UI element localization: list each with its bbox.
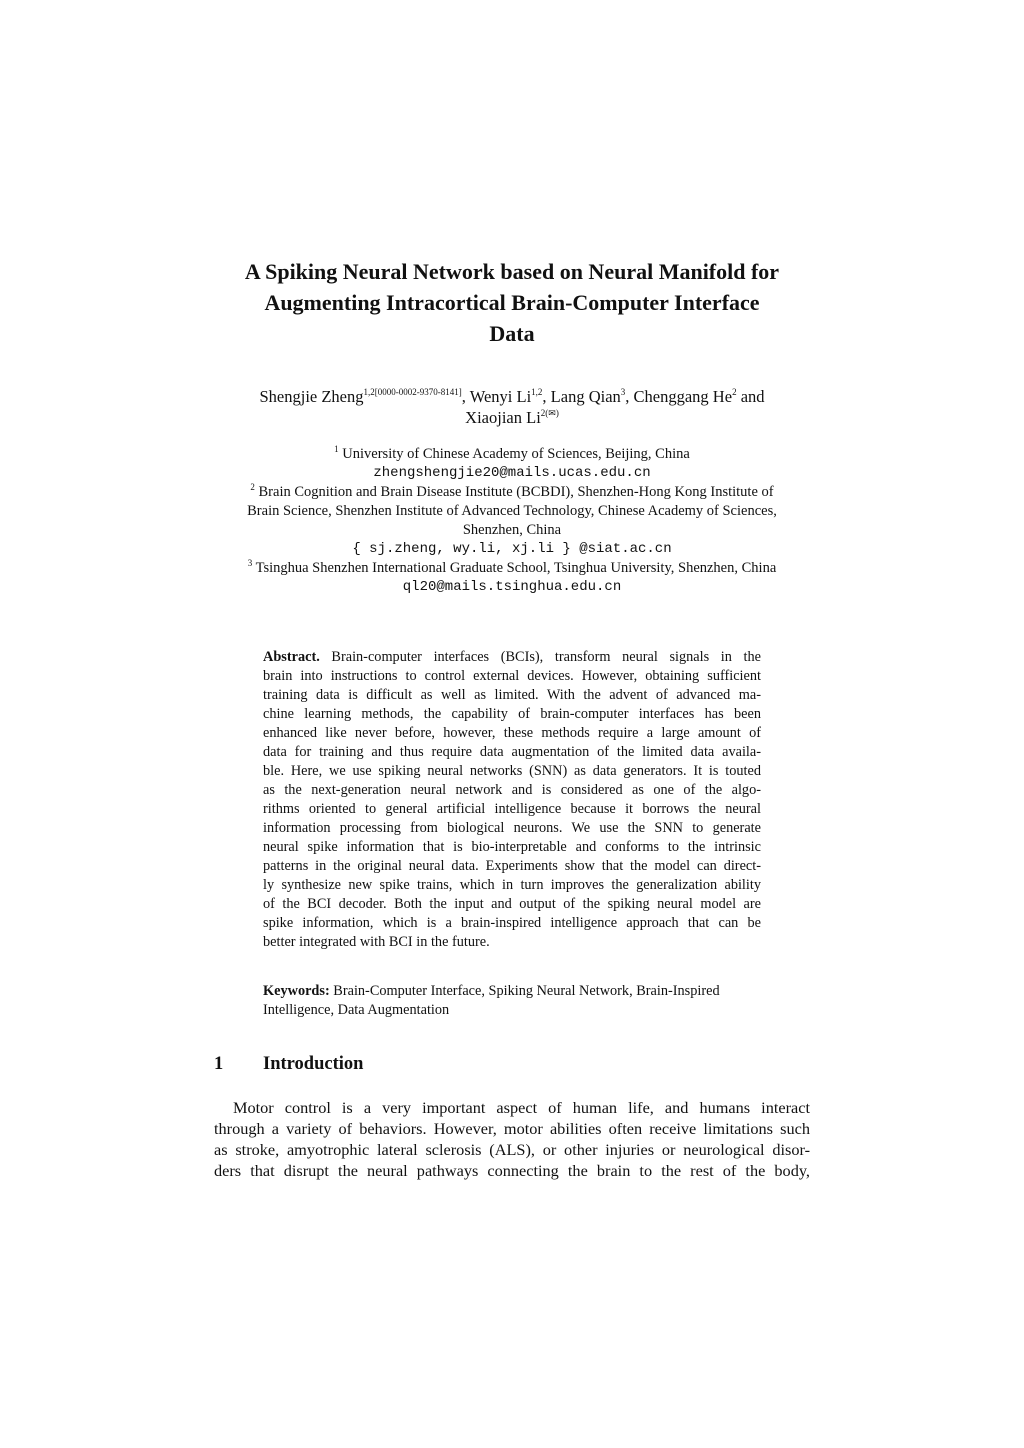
- author-superscript: 1,2: [531, 387, 543, 397]
- affiliation-2-line-2: Brain Science, Shenzhen Institute of Advanced Technology, Chinese Academy of Sciences,: [247, 503, 777, 519]
- body-paragraph: [214, 1097, 810, 1181]
- author-name: Shengjie Zheng: [259, 387, 364, 406]
- abstract-line: information processing from biological neurons. We use the SNN to generate: [263, 820, 761, 836]
- author-list: [200, 386, 824, 428]
- author-name: Xiaojian Li: [465, 408, 541, 427]
- author-superscript: 2: [732, 387, 737, 397]
- affiliation-3-email: ql20@mails.tsinghua.edu.cn: [402, 579, 622, 595]
- abstract-line: neural spike information that is bio-interpretable and conforms to the intrinsic: [263, 839, 761, 855]
- abstract-line: rithms oriented to general artificial intelligence because it borrows the neural: [263, 801, 761, 817]
- body-line: through a variety of behaviors. However, motor abilities often receive limitations such: [214, 1119, 810, 1138]
- abstract-line: [263, 648, 761, 667]
- author-name: Lang Qian: [550, 387, 621, 406]
- abstract-line: chine learning methods, the capability of brain-computer interfaces has been: [263, 706, 761, 722]
- abstract-line: data for training and thus require data augmentation of the limited data availa-: [263, 744, 761, 760]
- affiliation-2-line-3: Shenzhen, China: [462, 522, 562, 538]
- author-line-2: [200, 407, 824, 428]
- affiliation-text: Tsinghua Shenzhen International Graduate School, Tsinghua University, Shenzhen, China: [255, 560, 777, 576]
- affiliation-1: [200, 445, 824, 464]
- affiliation-3: [200, 559, 824, 578]
- paper-title: [200, 256, 824, 349]
- author-superscript: 3: [620, 387, 626, 397]
- author-name: Wenyi Li: [469, 387, 532, 406]
- keywords: [263, 982, 761, 1020]
- affiliation-number: 3: [247, 558, 253, 568]
- affiliation-2: [200, 483, 824, 502]
- section-number: 1: [214, 1054, 224, 1074]
- affiliations: [200, 445, 824, 597]
- author-superscript: 1,2[0000-0002-9370-8141]: [363, 387, 462, 397]
- abstract-line: spike information, which is a brain-inspired intelligence approach that can be: [263, 915, 761, 931]
- body-line: Motor control is a very important aspect of human life, and humans interact: [233, 1098, 810, 1117]
- abstract-line: brain into instructions to control external devices. However, obtaining sufficient: [263, 668, 761, 684]
- affiliation-1-email: zhengshengjie20@mails.ucas.edu.cn: [373, 465, 651, 481]
- keywords-line: [263, 982, 761, 1001]
- title-line: Augmenting Intracortical Brain-Computer Interface: [264, 290, 760, 315]
- title-line: Data: [489, 321, 535, 346]
- author-superscript: 2(✉): [540, 408, 559, 418]
- abstract-line: ble. Here, we use spiking neural networks (SNN) as data generators. It is touted: [263, 763, 761, 779]
- abstract-line: patterns in the original neural data. Experiments show that the model can direct-: [263, 858, 761, 874]
- abstract-line: training data is difficult as well as limited. With the advent of advanced ma-: [263, 687, 761, 703]
- affiliation-number: 1: [334, 444, 339, 454]
- keywords-text: Brain-Computer Interface, Spiking Neural Network, Brain-Inspired: [333, 983, 720, 999]
- abstract-label: Abstract.: [263, 649, 320, 665]
- affiliation-2-email: { sj.zheng, wy.li, xj.li } @siat.ac.cn: [352, 541, 672, 557]
- keywords-label: Keywords:: [263, 983, 330, 999]
- abstract-line: of the BCI decoder. Both the input and output of the spiking neural model are: [263, 896, 761, 912]
- abstract-line: better integrated with BCI in the future.: [263, 934, 490, 950]
- affiliation-text: Brain Cognition and Brain Disease Institute (BCBDI), Shenzhen-Hong Kong Institute of: [258, 484, 774, 500]
- abstract: [263, 648, 761, 952]
- abstract-line: ly synthesize new spike trains, which in turn improves the generalization ability: [263, 877, 761, 893]
- affiliation-number: 2: [250, 482, 255, 492]
- author-conjunction: and: [740, 387, 765, 406]
- body-line: as stroke, amyotrophic lateral sclerosis (ALS), or other injuries or neurological disor-: [214, 1140, 810, 1159]
- affiliation-text: University of Chinese Academy of Sciences, Beijing, China: [342, 446, 690, 462]
- section-title: Introduction: [263, 1054, 364, 1074]
- abstract-line: as the next-generation neural network and is considered as one of the algo-: [263, 782, 761, 798]
- abstract-line: enhanced like never before, however, these methods require a large amount of: [263, 725, 761, 741]
- keywords-line: Intelligence, Data Augmentation: [263, 1002, 450, 1018]
- title-line: A Spiking Neural Network based on Neural Manifold for: [244, 259, 780, 284]
- abstract-text: Brain-computer interfaces (BCIs), transform neural signals in the: [331, 649, 761, 665]
- author-name: Chenggang He: [633, 387, 733, 406]
- author-line-1: Shengjie Zheng$^{1,2[0000-0002-9370-8141]}$, Wenyi Li$^{1,2}$, Lang Qian$^3$, Chenggang He$^2$ and: [259, 387, 765, 406]
- body-line: ders that disrupt the neural pathways connecting the brain to the rest of the body,: [214, 1161, 810, 1180]
- section-heading: [214, 1052, 363, 1076]
